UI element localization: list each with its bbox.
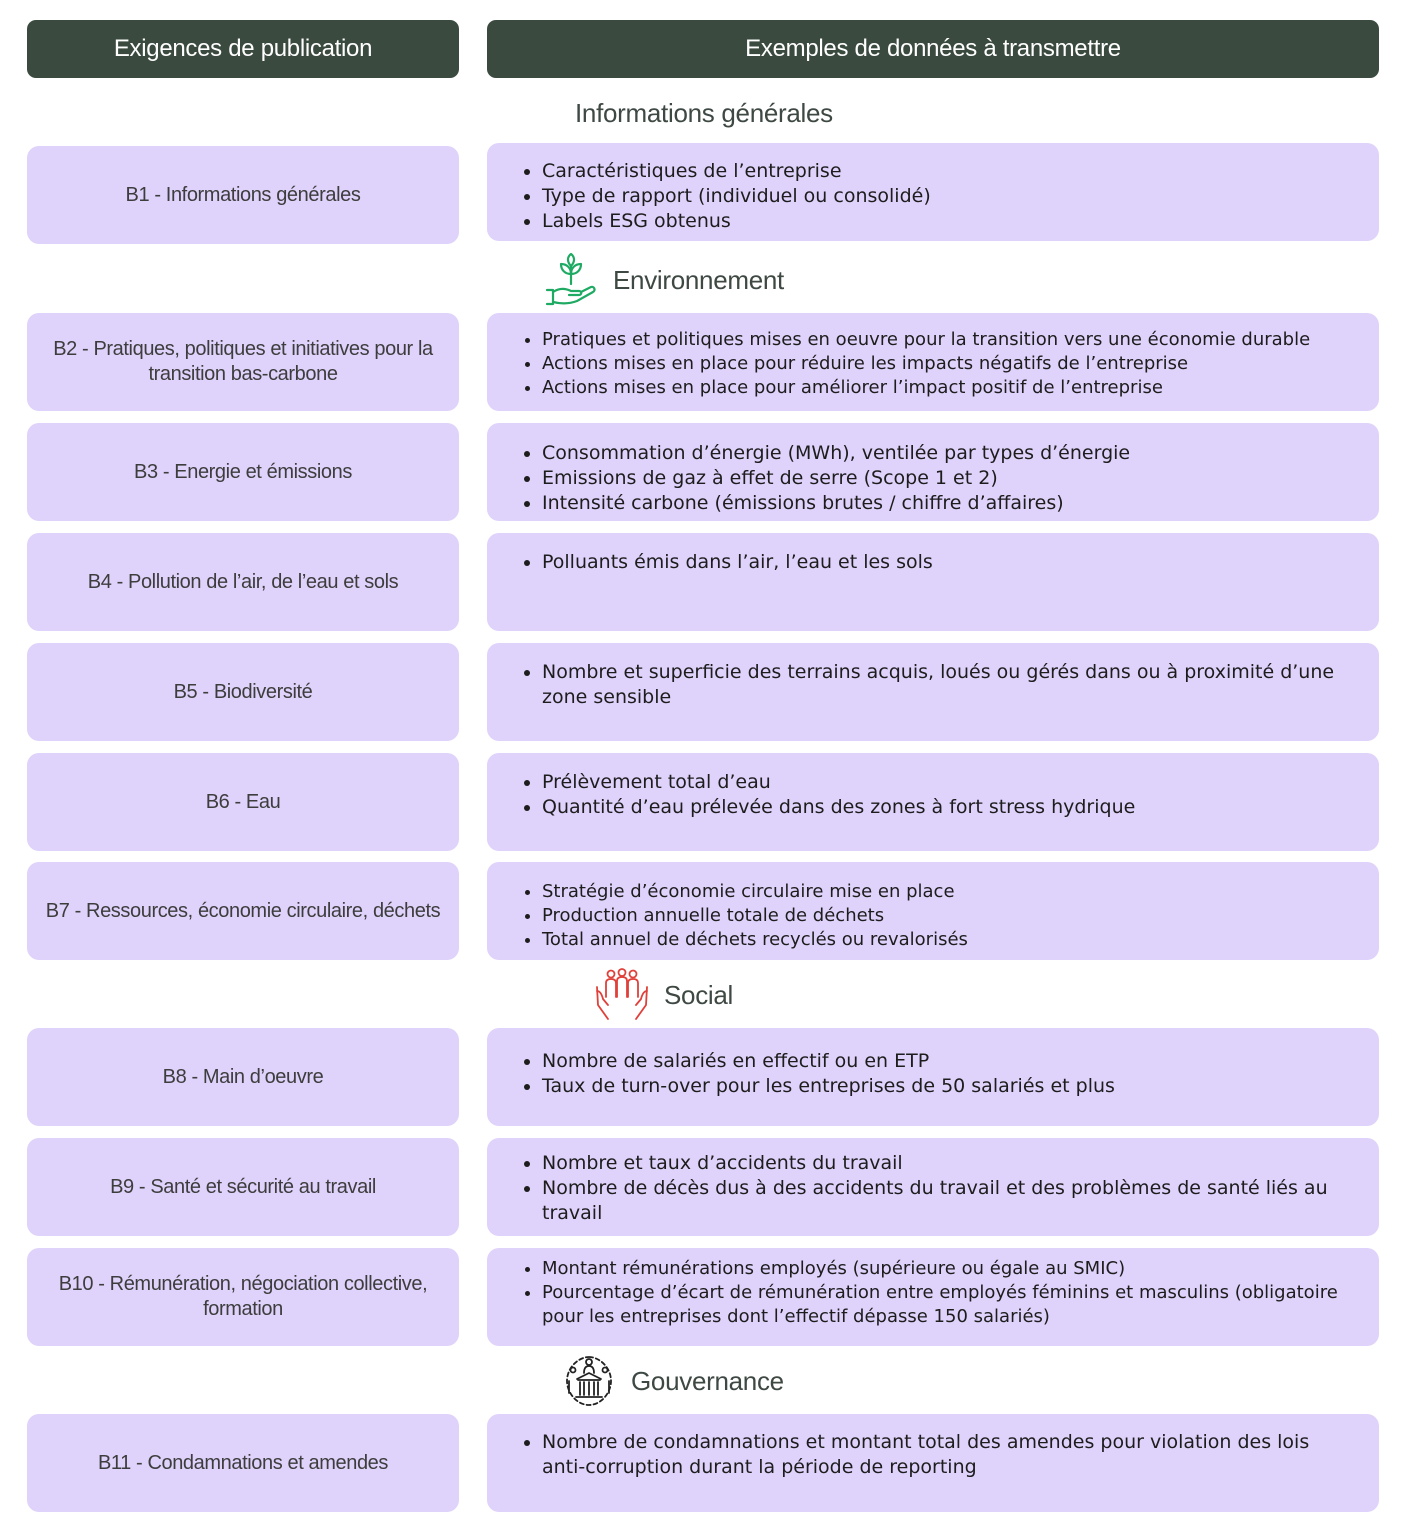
- section-social: [594, 966, 733, 1024]
- examples-b10: [487, 1248, 1379, 1346]
- requirement-b10: [27, 1248, 459, 1346]
- list-item: • Actions mises en place pour améliorer l’impact positif de l’entreprise: [542, 376, 1349, 400]
- examples-b3: [487, 423, 1379, 521]
- requirement-b1: [27, 146, 459, 244]
- examples-b6: [487, 753, 1379, 851]
- list-item: • Consommation d’énergie (MWh), ventilée par types d’énergie: [542, 441, 1349, 466]
- list-item: • Production annuelle totale de déchets: [542, 904, 1349, 928]
- requirement-label: B8 - Main d’oeuvre: [162, 1065, 324, 1088]
- section-environment-title: Environnement: [613, 264, 784, 295]
- list-item: • Actions mises en place pour réduire les impacts négatifs de l’entreprise: [542, 352, 1349, 376]
- section-general-title: Informations générales: [575, 97, 833, 128]
- requirement-b2: [27, 313, 459, 411]
- list-item: • Nombre et superficie des terrains acquis, loués ou gérés dans ou à proximité d’une zone sensible: [542, 660, 1349, 710]
- list-item: • Taux de turn-over pour les entreprises de 50 salariés et plus: [542, 1074, 1349, 1099]
- section-general: [575, 92, 833, 134]
- examples-b9: [487, 1138, 1379, 1236]
- requirement-b5: [27, 643, 459, 741]
- list-item: • Nombre de salariés en effectif ou en ETP: [542, 1049, 1349, 1074]
- examples-b8: [487, 1028, 1379, 1126]
- list-item: • Nombre de condamnations et montant total des amendes pour violation des lois anti-corruption durant la période de reporting: [542, 1430, 1349, 1480]
- requirement-b3: [27, 423, 459, 521]
- requirement-b8: [27, 1028, 459, 1126]
- people-in-hands-icon: [594, 967, 650, 1023]
- governance-building-icon: [561, 1353, 617, 1409]
- examples-b4: [487, 533, 1379, 631]
- requirement-label: B10 - Rémunération, négociation collective, formation: [58, 1273, 428, 1320]
- list-item: • Intensité carbone (émissions brutes / chiffre d’affaires): [542, 491, 1349, 516]
- list-item: • Polluants émis dans l’air, l’eau et les sols: [542, 550, 1349, 575]
- requirement-b11: [27, 1414, 459, 1512]
- requirement-label: B4 - Pollution de l’air, de l’eau et sols: [87, 570, 399, 593]
- list-item: • Stratégie d’économie circulaire mise en place: [542, 880, 1349, 904]
- examples-b5: [487, 643, 1379, 741]
- list-item: • Pratiques et politiques mises en oeuvre pour la transition vers une économie durable: [542, 328, 1349, 352]
- requirement-label: B1 - Informations générales: [125, 183, 361, 206]
- section-governance-title: Gouvernance: [631, 1365, 784, 1396]
- requirement-b4: [27, 533, 459, 631]
- requirement-b9: [27, 1138, 459, 1236]
- list-item: • Total annuel de déchets recyclés ou revalorisés: [542, 928, 1349, 952]
- header-publication-requirements: Exigences de publication: [27, 20, 459, 78]
- examples-b7: [487, 862, 1379, 960]
- requirement-label: B5 - Biodiversité: [173, 680, 313, 703]
- section-social-title: Social: [664, 979, 734, 1010]
- list-item: • Type de rapport (individuel ou consolidé): [542, 184, 1349, 209]
- requirement-b7: [27, 862, 459, 960]
- requirement-label: B2 - Pratiques, politiques et initiatives pour la transition bas-carbone: [53, 338, 433, 385]
- requirement-label: B7 - Ressources, économie circulaire, déchets: [45, 899, 441, 922]
- list-item: • Pourcentage d’écart de rémunération entre employés féminins et masculins (obligatoire pour les entreprises dont l’effectif dépasse 150 salariés): [542, 1281, 1349, 1329]
- list-item: • Montant rémunérations employés (supérieure ou égale au SMIC): [542, 1257, 1349, 1281]
- requirement-label: B3 - Energie et émissions: [134, 460, 352, 483]
- section-governance: [561, 1352, 784, 1410]
- header-data-examples: Exemples de données à transmettre: [487, 20, 1379, 78]
- examples-b11: [487, 1414, 1379, 1512]
- list-item: • Emissions de gaz à effet de serre (Scope 1 et 2): [542, 466, 1349, 491]
- requirement-b6: [27, 753, 459, 851]
- list-item: • Caractéristiques de l’entreprise: [542, 159, 1349, 184]
- requirement-label: B6 - Eau: [205, 790, 281, 813]
- requirement-label: B9 - Santé et sécurité au travail: [110, 1175, 376, 1198]
- list-item: • Nombre et taux d’accidents du travail: [542, 1151, 1349, 1176]
- section-environment: [543, 252, 784, 308]
- list-item: • Prélèvement total d’eau: [542, 770, 1349, 795]
- list-item: • Labels ESG obtenus: [542, 209, 1349, 234]
- examples-b1: [487, 143, 1379, 241]
- list-item: • Quantité d’eau prélevée dans des zones à fort stress hydrique: [542, 795, 1349, 820]
- requirement-label: B11 - Condamnations et amendes: [97, 1451, 389, 1474]
- examples-b2: [487, 313, 1379, 411]
- plant-in-hand-icon: [543, 252, 599, 308]
- list-item: • Nombre de décès dus à des accidents du travail et des problèmes de santé liés au travail: [542, 1176, 1349, 1226]
